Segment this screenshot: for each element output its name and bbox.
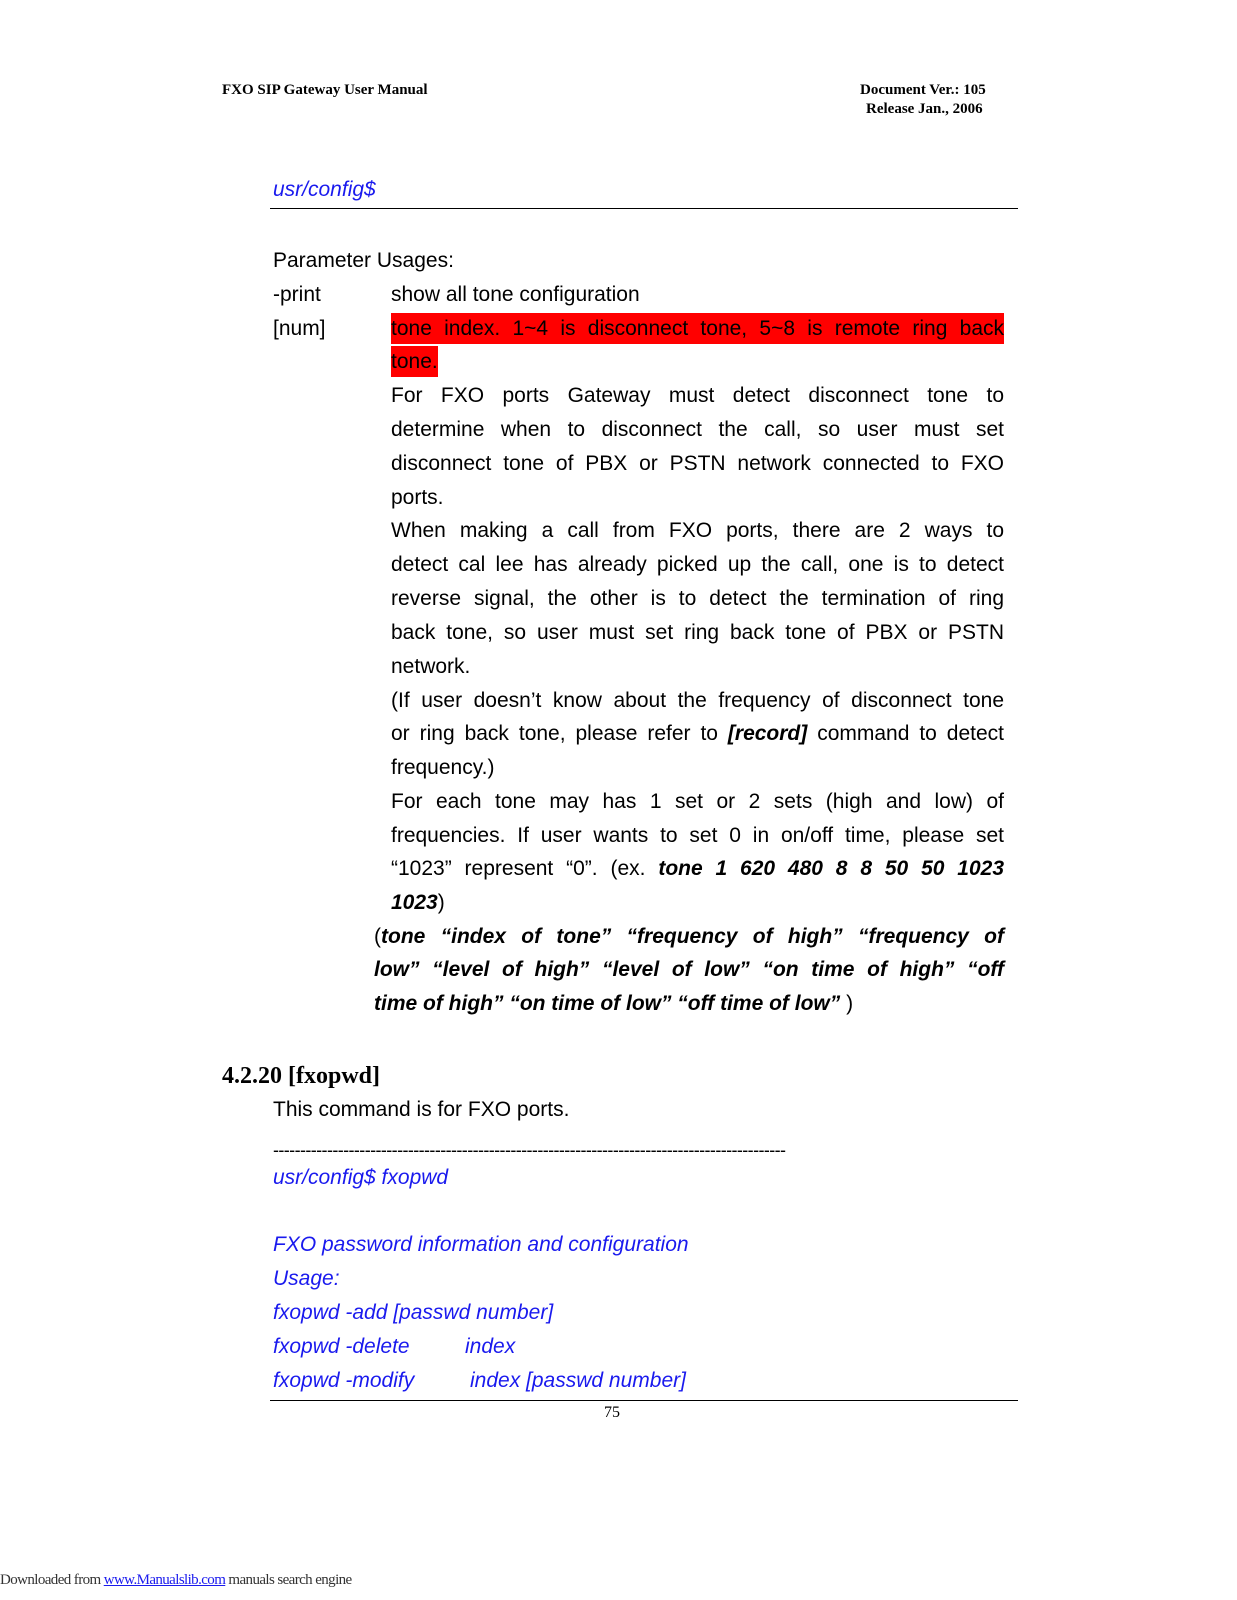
- p3-line-1: (If user doesn’t know about the frequency of disconnect tone: [391, 689, 1004, 712]
- manualslib-link[interactable]: www.Manualslib.com: [103, 1572, 226, 1588]
- divider-bottom: [270, 1400, 1018, 1401]
- fxopwd-info: FXO password information and configuration: [273, 1233, 689, 1256]
- tone-example-end: 1023: [391, 891, 438, 914]
- syntax-line-3: [374, 987, 853, 1021]
- footer: [0, 1572, 352, 1589]
- page-number: 75: [604, 1404, 620, 1421]
- p3-line-3: frequency.): [391, 756, 495, 779]
- p2-line-4: back tone, so user must set ring back tone of PBX or PSTN: [391, 621, 1004, 644]
- p1-line-1: For FXO ports Gateway must detect disconnect tone to: [391, 384, 1004, 407]
- fxopwd-delete: fxopwd -delete: [273, 1335, 410, 1358]
- record-command-ref: [record]: [727, 722, 808, 745]
- fxopwd-modify-arg: index [passwd number]: [470, 1369, 686, 1392]
- dashed-separator: -----------------------------------------------------------------------------------------------: [273, 1140, 786, 1160]
- syntax-line-2: low” “level of high” “level of low” “on time of high” “off: [374, 958, 1004, 981]
- fxopwd-delete-arg: index: [465, 1335, 516, 1358]
- fxopwd-add: fxopwd -add [passwd number]: [273, 1301, 554, 1324]
- p4-line-3-pre: “1023” represent “0”. (ex.: [391, 857, 659, 880]
- section-heading: 4.2.20 [fxopwd]: [222, 1063, 381, 1089]
- fxopwd-usage: Usage:: [273, 1267, 340, 1290]
- p3-line-2-post: command to detect: [807, 722, 1005, 745]
- syntax-text-3: time of high” “on time of low” “off time of low”: [374, 992, 841, 1015]
- fxopwd-modify: fxopwd -modify: [273, 1369, 415, 1392]
- p4-line-3: [391, 852, 1004, 886]
- param-print-desc: show all tone configuration: [391, 283, 640, 306]
- syntax-text-1: tone “index of tone” “frequency of high” “frequency of: [381, 925, 1004, 948]
- p2-line-3: reverse signal, the other is to detect the termination of ring: [391, 587, 1004, 610]
- header-doc-version: Document Ver.: 105: [860, 82, 986, 98]
- top-prompt: usr/config$: [273, 178, 376, 201]
- p1-line-3: disconnect tone of PBX or PSTN network connected to FXO: [391, 452, 1004, 475]
- syntax-close-paren: ): [840, 992, 854, 1015]
- syntax-open-paren: (: [374, 925, 381, 948]
- syntax-line-1: [374, 920, 1004, 954]
- section-intro: This command is for FXO ports.: [273, 1098, 570, 1121]
- p1-line-2: determine when to disconnect the call, so user must set: [391, 418, 1004, 441]
- p4-line-1: For each tone may has 1 set or 2 sets (high and low) of: [391, 790, 1004, 813]
- p4-line-2: frequencies. If user wants to set 0 in on/off time, please set: [391, 824, 1004, 847]
- param-num-key: [num]: [273, 317, 326, 340]
- p2-line-5: network.: [391, 655, 471, 678]
- p4-line-4-post: ): [437, 891, 445, 914]
- p3-line-2: [391, 717, 1004, 751]
- fxopwd-prompt: usr/config$ fxopwd: [273, 1166, 449, 1189]
- header-title: FXO SIP Gateway User Manual: [222, 82, 428, 98]
- param-print-key: -print: [273, 283, 321, 306]
- p4-line-4: [391, 886, 445, 920]
- p2-line-2: detect cal lee has already picked up the call, one is to detect: [391, 553, 1004, 576]
- param-num-highlight-line-2: tone.: [391, 346, 438, 377]
- param-heading: Parameter Usages:: [273, 249, 454, 272]
- p3-line-2-pre: or ring back tone, please refer to: [391, 722, 728, 745]
- footer-pre: Downloaded from: [0, 1572, 104, 1588]
- p1-line-4: ports.: [391, 486, 444, 509]
- tone-example: tone 1 620 480 8 8 50 50 1023: [658, 857, 1004, 880]
- header-release: Release Jan., 2006: [866, 101, 983, 117]
- divider-top: [270, 208, 1018, 209]
- footer-post: manuals search engine: [225, 1572, 352, 1588]
- p2-line-1: When making a call from FXO ports, there are 2 ways to: [391, 519, 1004, 542]
- param-num-highlight-line-1: tone index. 1~4 is disconnect tone, 5~8 is remote ring back: [391, 313, 1004, 344]
